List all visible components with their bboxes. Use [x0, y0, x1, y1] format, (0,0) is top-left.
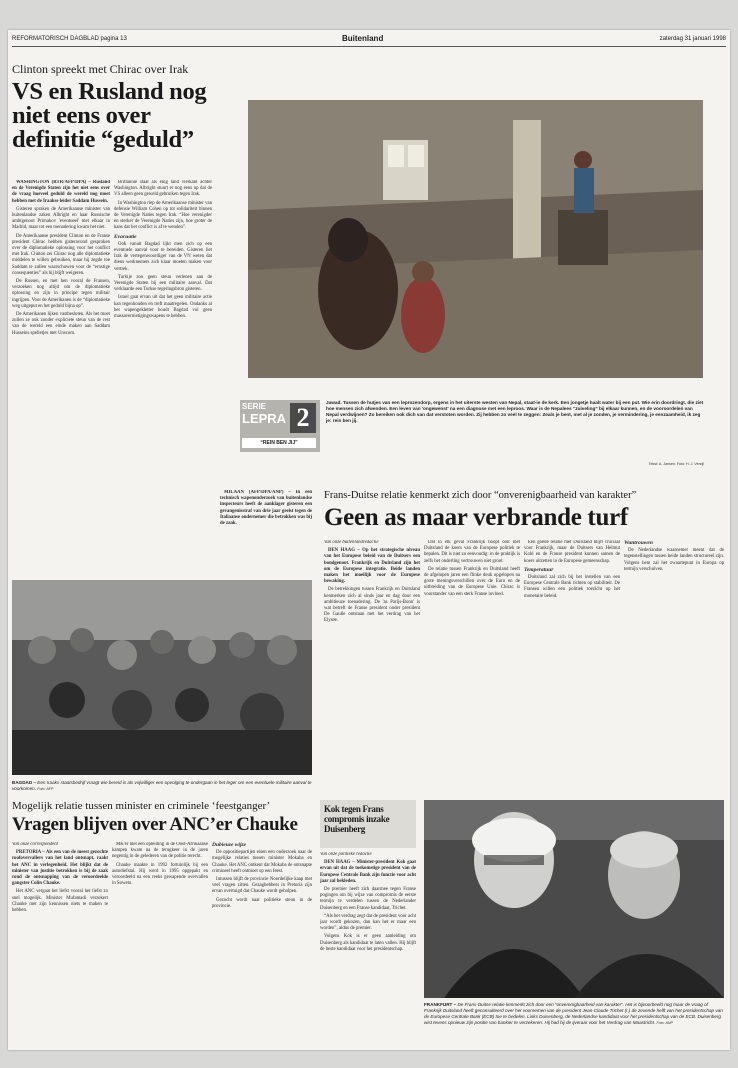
- article1-subhead: Evacuatie: [114, 233, 137, 240]
- photo-frankfurt-credit: Foto: ANP: [656, 1021, 673, 1025]
- photo-bagdad-caption-place: BAGDAD –: [12, 780, 36, 785]
- article1-kicker: Clinton spreekt met Chirac over Irak: [12, 62, 189, 76]
- milaan-item: [220, 490, 312, 570]
- article4-lead: DEN HAAG – Minister-president Kok gaat ervan uit dat de toekomstige president van de Europese Centrale Bank zijn functie voor acht jaar zal bekleden.: [320, 860, 416, 884]
- article3-lead: PRETORIA – Als een van de meest gezochte roofovervallers van het land ontsnapt, raakt het ANC in verlegenheid. Het blijkt dat de minister van justitie betrokken is bij de zaak rond de ontsnapping van de veroordeelde gangster Colin Chauke.: [12, 850, 108, 887]
- article3-headline: Vragen blijven over ANC’er Chauke: [12, 814, 298, 835]
- serie-name: LEPRA: [242, 411, 287, 426]
- article3-p2: MK'er met een opleiding in de Oost-Afrikaanse kampen kwam na de terugkeer in de jaren negentig in de gelederen van de politie terecht.: [112, 842, 208, 860]
- photo-frankfurt-caption-place: FRANKFURT –: [424, 1002, 457, 1007]
- article1-p2: De Amerikaanse president Clinton en de Franse president Chirac hebben gisteravond gesproken over de diplomatieke oplossing voor het conflict met Irak. Clinton zei Chirac nog alle diplomatieke middelen te willen gebruiken, maar hij zegde toe Saddam te zullen waarschuwen voor de “ernstige consequenties” als hij blijft weigeren.: [12, 233, 110, 276]
- article1-c2p4: Turkije zou geen steun verlenen aan de Verenigde Staten bij een militaire aanval. Dat verklaarde een Turkse regeringsbron gisteren.: [114, 274, 212, 293]
- article1-p4: De Amerikanen lijken vastbesloten. Als het moet zullen ze ook zonder expliciete steun van de rest van de wereld een einde maken aan Saddam Husseins spelletjes met Unscom.: [12, 312, 110, 336]
- article2-col2: [424, 540, 520, 785]
- serie-box: [240, 400, 320, 452]
- article3-col3: [212, 842, 312, 1042]
- header-newspaper: REFORMATORISCH DAGBLAD pagina 13: [12, 36, 127, 42]
- photo-nepal-credit: Tekst: A. Jansen. Foto: H. J. Verzijl: [648, 462, 704, 466]
- milaan-text: MILAAN (AFP/DPA/ANP) – In een technisch wapenonderzoek van buitenlandse inspecteurs heeft de aanklager gisteren een gevangenisstraf van drie jaar geeist tegen de Italiaanse ondernemer die betrokken was bij de zaak.: [220, 490, 312, 527]
- article2-kicker: Frans-Duitse relatie kenmerkt zich door “onverenigbaarheid van karakter”: [324, 490, 637, 501]
- article2-subhead2: Temperatuur: [524, 566, 554, 573]
- photo-nepal-caption: [326, 400, 704, 456]
- article1-c2p3: Ook vanuit Bagdad lijkt men zich op een eventuele aanval voor te bereiden. Gisteren liet Irak de vertegenwoordiger van de VN weten dat diens werknemers zich klaar moeten maken voor vertrek.: [114, 241, 212, 272]
- article4-headline-box: [320, 800, 416, 848]
- photo-bagdad-caption: [12, 780, 312, 794]
- photo-frankfurt-image: [424, 800, 724, 998]
- article4-col: [320, 852, 416, 1042]
- article1-p3: De Russen, en met hen vooral de Fransen, verzoeken nog altijd om de diplomatieke oplossing en zijn in principe tegen militair ingrijpen. Voor de Amerikanen is de “diplomatieke weg uitgeput en het geduld bijna op”.: [12, 279, 110, 309]
- article1-col1: [12, 180, 110, 570]
- article1-p1: Gisteren spraken de Amerikaanse minister van buitenlandse zaken Albright en haar Russische ambtgenoot Primakov 'eventueel' met elkaar in Madrid, maar tot een toenadering kwam het niet.: [12, 206, 110, 231]
- article2-lead: DEN HAAG – Op het strategische niveau van het Europese beleid van de Duitsers een bondgenoot. Frankrijk en Duitsland zijn het om de Europese integratie. Beide landen maken het moeilijk voor de Europese bewaking.: [324, 548, 420, 585]
- article3-p6: Gezocht wordt naar politieke steun in de provincie.: [212, 897, 312, 909]
- article1-c2p2: In Washington riep de Amerikaanse minister van defensie William Cohen op tot solidariteit binnen de Verenigde Naties tegen Irak. “Hoe verenigder en sterker de Verenigde Naties zijn, hoe groter de kans dat het conflict is af te wenden”.: [114, 200, 212, 231]
- article2-byline: Van onze buitenlandredactie: [324, 540, 379, 545]
- article2-p5: Duitsland zal zich bij het instellen van een Europese Centrale Bank richten op stabiliteit. De Fransen willen een politiek toezicht op het monetaire beleid.: [524, 575, 620, 599]
- article3-p3: Chauke maakte in 1992 fortuinlijk bij een autodiefstal. Hij werd in 1995 opgepakt en veroordeeld na een reeks gewapende overvallen in Soweto.: [112, 862, 208, 887]
- article2-headline: Geen as maar verbrande turf: [324, 504, 628, 531]
- article4-p3: Volgens Kok is er geen aanleiding om Duisenberg als kandidaat te laten vallen. Hij blijft de beste kandidaat voor het presidentschap.: [320, 934, 416, 952]
- article1-lead: WASHINGTON (RTR/AFP/DPA) – Rusland en de Verenigde Staten zijn het niet eens over de vraag hoeveel geduld de wereld nog moet hebben met de Iraakse leider Saddam Hussein.: [12, 180, 110, 204]
- photo-bagdad-credit: Foto: AFP: [37, 787, 54, 791]
- article2-col4: [624, 540, 724, 785]
- article1-c2p5: Israel gaat ervan uit dat het geen militaire actie kan tegenhouden en treft maatregelen. Ondanks al het wapengekletter houdt Bagdad vol geen massavernietigingswapens te hebben.: [114, 295, 212, 320]
- serie-number: 2: [290, 403, 316, 433]
- article3-col2: [112, 842, 208, 1042]
- article3-kicker: Mogelijk relatie tussen minister en criminele ‘feestganger’: [12, 800, 271, 812]
- article1-headline: VS en Rusland nog niet eens over definitie “geduld”: [12, 78, 207, 153]
- photo-nepal-caption-name: Jawad.: [326, 400, 342, 405]
- newspaper-page: [8, 30, 730, 1050]
- article3-byline: Van onze correspondent: [12, 842, 58, 847]
- article2-col1: [324, 540, 420, 785]
- page-header: [12, 32, 726, 47]
- article4-p2: “Als het verdrag zegt dat de president voor acht jaar wordt gekozen, dan kan het er maar een worden”, aldus de premier.: [320, 913, 416, 932]
- photo-nepal: [248, 100, 703, 378]
- article4-p1: De premier heeft zich daarmee tegen Franse pogingen om bij wijze van compromis de eerste termijn te verdelen tussen de Nederlander Duisenberg en een Franse kandidaat, Trichet.: [320, 887, 416, 911]
- header-section: Buitenland: [342, 34, 384, 43]
- serie-label: SERIE: [242, 402, 267, 411]
- article4-byline: Van onze politieke redactie: [320, 852, 372, 857]
- article4-headline: Kok tegen Frans compromis inzake Duisenberg: [324, 804, 390, 834]
- photo-frankfurt-caption-text: De Frans-Duitse relatie kenmerkt zich door een “onverenigbaarheid van karakter”. Het is bijvoorbeeld nog maar de vraag of Frankrijk Duitsland heeft geconsulteerd over het voornemen van de president Jean-Claude Trichet (r.) de zevende helft van het presidentschap van de Europese Centrale Bank (ECB) toe te bedelen. Links Duisenberg, de Nederlandse kandidaat voor het presidentschap van de ECB. Duisenberg wist tevens opnieuw zijn positie van bankier te verzekeren. Hij had hij de ijveraar voor het Verdrag van Maastricht.: [424, 1002, 723, 1025]
- photo-nepal-caption-text: Tussen de hutjes van een leprozendorp, ergens in het uiterste westen van Nepal, staat-ie de kerk. Een jongetje haalt water bij een put. Wie erin doordringt, die ziet hoe mensen zich afwenden. Een leven van 'ongewenst' na een diagnose met een leproos. Waar is de Nepalees “zuiveling” bij elkaar kunnen, en de vooroordelen van Nepal verdwijnen? Zo bereiken ook dich van dat verstoten worden. Zij hebben zo veel te zeggen: Zeals je bent, met al je zonden, je vermindering, je eenzaamheid, ik zeg je: rein ben jij.: [326, 400, 704, 423]
- header-date: zaterdag 31 januari 1998: [659, 36, 726, 42]
- photo-bagdad: [12, 580, 312, 775]
- article2-p1: De betrekkingen tussen Frankrijk en Duitsland kenmerken zich al sinds jaar en dag door een ambitieuze toenadering. De 'as Parijs-Bonn' is wat betreft de Franse president onder president De Gaulle ontstaan met het verdrag van het Elysee.: [324, 587, 420, 624]
- article2-p2: Dat in elk geval Frankrijk hoopt ooit met Duitsland de koers van de Europese politiek te bepalen. Dit is niet zo eenvoudig: in de praktijk is zelfs het onderling vertrouwen niet groot.: [424, 540, 520, 564]
- photo-bagdad-image: [12, 580, 312, 775]
- photo-nepal-image: [248, 100, 703, 378]
- article3-p1: Het ANC vergaat het liefst vooral het liefst zo snel mogelijk. Minister Mufamadi verzekert Chauke met zijn kennissen niets te maken te hebben.: [12, 889, 108, 914]
- article1-col2: [114, 180, 212, 570]
- article2-p4: Een goede relatie met Duitsland blijft cruciaal voor Frankrijk, maar de Duitsers van Helmut Kohl en de Franse president kunnen samen de koers uitzetten in de Europese gemeenschap.: [524, 540, 620, 564]
- article2-col3: [524, 540, 620, 785]
- article3-subhead: Dubieuze wijze: [212, 842, 247, 848]
- photo-bagdad-caption-text: Een Iraaks staatsbedrijf vraagt wie bereid is als vrijwilliger een opvolging te ondergaan in het leger om een eventuele militaire aanval te voorkomen.: [12, 780, 312, 791]
- article3-p4: De oppositiepartijen eisen een onderzoek naar de mogelijke relaties tussen minister Mokaba en Chauke. Het ANC ontkent dat Mokaba de ontsnapte crimineel heeft ontmoet op een feest.: [212, 850, 312, 874]
- photo-frankfurt: [424, 800, 724, 998]
- article2-p3: De relatie tussen Frankrijk en Duitsland heeft de afgelopen jaren een flinke deuk opgelopen na grote meningsverschillen over de Euro en de uitbreiding van de Europese Unie. Chirac is voorstander van een sterk Franse invloed.: [424, 566, 520, 597]
- serie-tagline: “REIN BEN JIJ”: [242, 438, 316, 448]
- article2-subhead: Wantrouwen: [624, 540, 653, 546]
- article1-c2p1: Brittannie staat als enig land vierkant achter Washington. Albright stuurt er nog eens op dat de VS alleen geen geweld gebruiken tegen Irak.: [114, 180, 212, 198]
- article3-p5: Intussen blijft de provincie Noordelijke kaap met veel vragen zitten. Gezaghebbers in Pretoria zijn ervan overtuigd dat Chauke wordt geholpen.: [212, 877, 312, 895]
- article2-p6: De Nederlandse waarnemer meent dat de tegenstellingen tussen beide landen structureel zijn. Volgens hem zal het zwaartepunt in Europa op termijn verschuiven.: [624, 548, 724, 572]
- photo-frankfurt-caption: [424, 1002, 724, 1042]
- article3-col1: [12, 842, 108, 1042]
